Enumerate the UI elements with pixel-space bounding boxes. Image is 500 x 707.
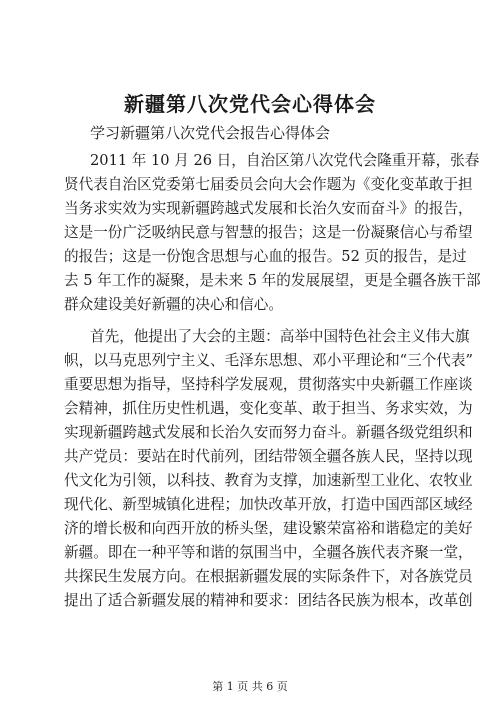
body-line: 群众建设美好新疆的决心和信心。 [64,296,283,313]
body-line: 帜，以马克思列宁主义、毛泽东思想、邓小平理论和“三个代表” [64,352,473,369]
body-line: 新疆。即在一种平等和谐的氛围当中，全疆各族代表齐聚一堂， [64,544,473,561]
body-line: 会精神，抓住历史性机遇，变化变革、敢于担当、务求实效，为 [64,400,473,417]
body-line: 首先，他提出了大会的主题：高举中国特色社会主义伟大旗 [90,328,470,345]
body-line: 贤代表自治区党委第七届委员会向大会作题为《变化变革敢于担 [64,176,473,193]
page-footer: 第 1 页 共 6 页 [212,680,288,693]
document-subtitle: 学习新疆第八次党代会报告心得体会 [90,124,331,142]
body-line: 的报告；这是一份饱含思想与心血的报告。52 页的报告，是过 [64,248,467,265]
body-line: 共探民生发展方向。在根据新疆发展的实际条件下，对各族党员 [64,568,473,585]
body-line: 实现新疆跨越式发展和长治久安而努力奋斗。新疆各级党组织和 [64,424,473,441]
body-line: 代文化为引领，以科技、教育为支撑，加速新型工业化、农牧业 [64,472,473,489]
body-line: 2011 年 10 月 26 日，自治区第八次党代会隆重开幕，张春 [90,152,480,169]
body-line: 共产党员：要站在时代前列，团结带领全疆各族人民，坚持以现 [64,448,473,465]
body-line: 重要思想为指导，坚持科学发展观，贯彻落实中央新疆工作座谈 [64,376,473,393]
body-line: 现代化、新型城镇化进程；加快改革开放，打造中国西部区域经 [64,496,473,513]
body-line: 济的增长极和向西开放的桥头堡，建设繁荣富裕和谐稳定的美好 [64,520,473,537]
body-line: 当务求实效为实现新疆跨越式发展和长治久安而奋斗》的报告， [64,200,473,217]
body-line: 去 5 年工作的凝聚，是未来 5 年的发展展望，更是全疆各族干部 [64,272,481,289]
body-line: 提出了适合新疆发展的精神和要求：团结各民族为根本，改革创 [64,592,473,609]
body-line: 这是一份广泛吸纳民意与智慧的报告；这是一份凝聚信心与希望 [64,224,473,241]
document-title: 新疆第八次党代会心得体会 [124,92,376,116]
